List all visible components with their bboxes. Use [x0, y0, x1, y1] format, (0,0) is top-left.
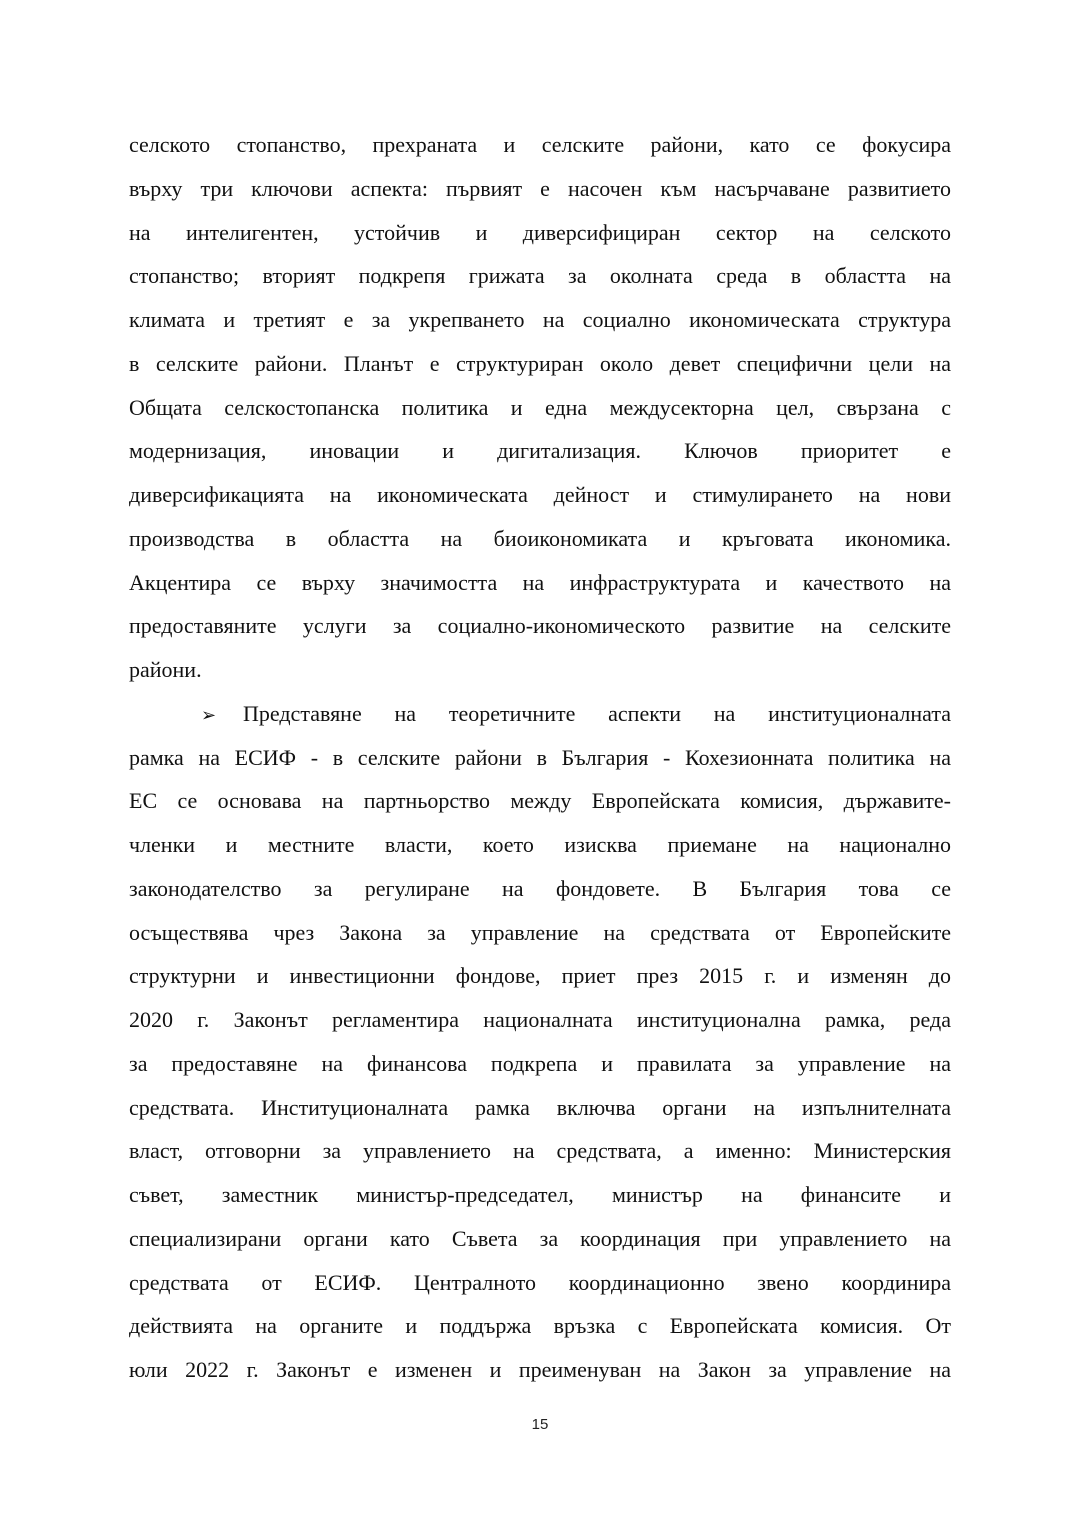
- text-line: средствата. Институционалната рамка включва органи на изпълнителната: [129, 1094, 951, 1120]
- paragraph-1: [129, 123, 951, 692]
- text-line: Представяне на теоретичните аспекти на институционалната: [243, 700, 951, 726]
- page-number: 15: [531, 1416, 549, 1433]
- text-line: в селските райони. Планът е структуриран около девет специфични цели на: [129, 350, 951, 376]
- text-line: селското стопанство, прехраната и селските райони, като се фокусира: [129, 132, 951, 157]
- text-line: средствата от ЕСИФ. Централното координационно звено координира: [129, 1269, 951, 1295]
- text-line: климата и третият е за укрепването на социално икономическата структура: [129, 307, 951, 332]
- text-line: юли 2022 г. Законът е изменен и преименуван на Закон за управление на: [129, 1357, 951, 1382]
- text-line: власт, отговорни за управлението на средствата, а именно: Министерския: [129, 1138, 951, 1164]
- text-line: законодателство за регулиране на фондовете. В България това се: [129, 875, 951, 901]
- text-line: рамка на ЕСИФ - в селските райони в България - Кохезионната политика на: [129, 744, 951, 770]
- bullet-line: [129, 692, 951, 736]
- text-line: действията на органите и поддържа връзка с Европейската комисия. От: [129, 1313, 951, 1339]
- text-line: модернизация, иновации и дигитализация. Ключов приоритет е: [129, 438, 951, 464]
- text-line: стопанство; вторият подкрепя грижата за околната среда в областта на: [129, 263, 951, 289]
- text-line: ЕС се основава на партньорство между Европейската комисия, държавите-: [129, 788, 951, 814]
- arrow-bullet-icon: ➢: [201, 704, 217, 726]
- text-line: 2020 г. Законът регламентира националната институционална рамка, реда: [129, 1007, 951, 1032]
- text-line: съвет, заместник министър-председател, министър на финансите и: [129, 1182, 951, 1207]
- text-line: производства в областта на биоикономиката и кръговата икономика.: [129, 525, 951, 551]
- text-line: на интелигентен, устойчив и диверсифициран сектор на селското: [129, 219, 951, 245]
- text-line: Общата селскостопанска политика и една междусекторна цел, свързана с: [129, 394, 951, 420]
- text-line: Акцентира се върху значимостта на инфраструктурата и качеството на: [129, 569, 951, 595]
- paragraph-2: [129, 692, 951, 1392]
- text-line: върху три ключови аспекта: първият е насочен към насърчаване развитието: [129, 175, 951, 201]
- text-line: осъществява чрез Закона за управление на средствата от Европейските: [129, 919, 951, 945]
- text-line: структурни и инвестиционни фондове, приет през 2015 г. и изменян до: [129, 963, 951, 989]
- text-line: предоставяните услуги за социално-икономическото развитие на селските: [129, 613, 951, 639]
- text-line: членки и местните власти, което изисква приемане на национално: [129, 832, 951, 857]
- text-line: райони.: [129, 657, 202, 682]
- text-line: диверсификацията на икономическата дейност и стимулирането на нови: [129, 482, 951, 507]
- document-body: [129, 123, 951, 1392]
- text-line: специализирани органи като Съвета за координация при управлението на: [129, 1225, 951, 1251]
- text-line: за предоставяне на финансова подкрепа и правилата за управление на: [129, 1050, 951, 1076]
